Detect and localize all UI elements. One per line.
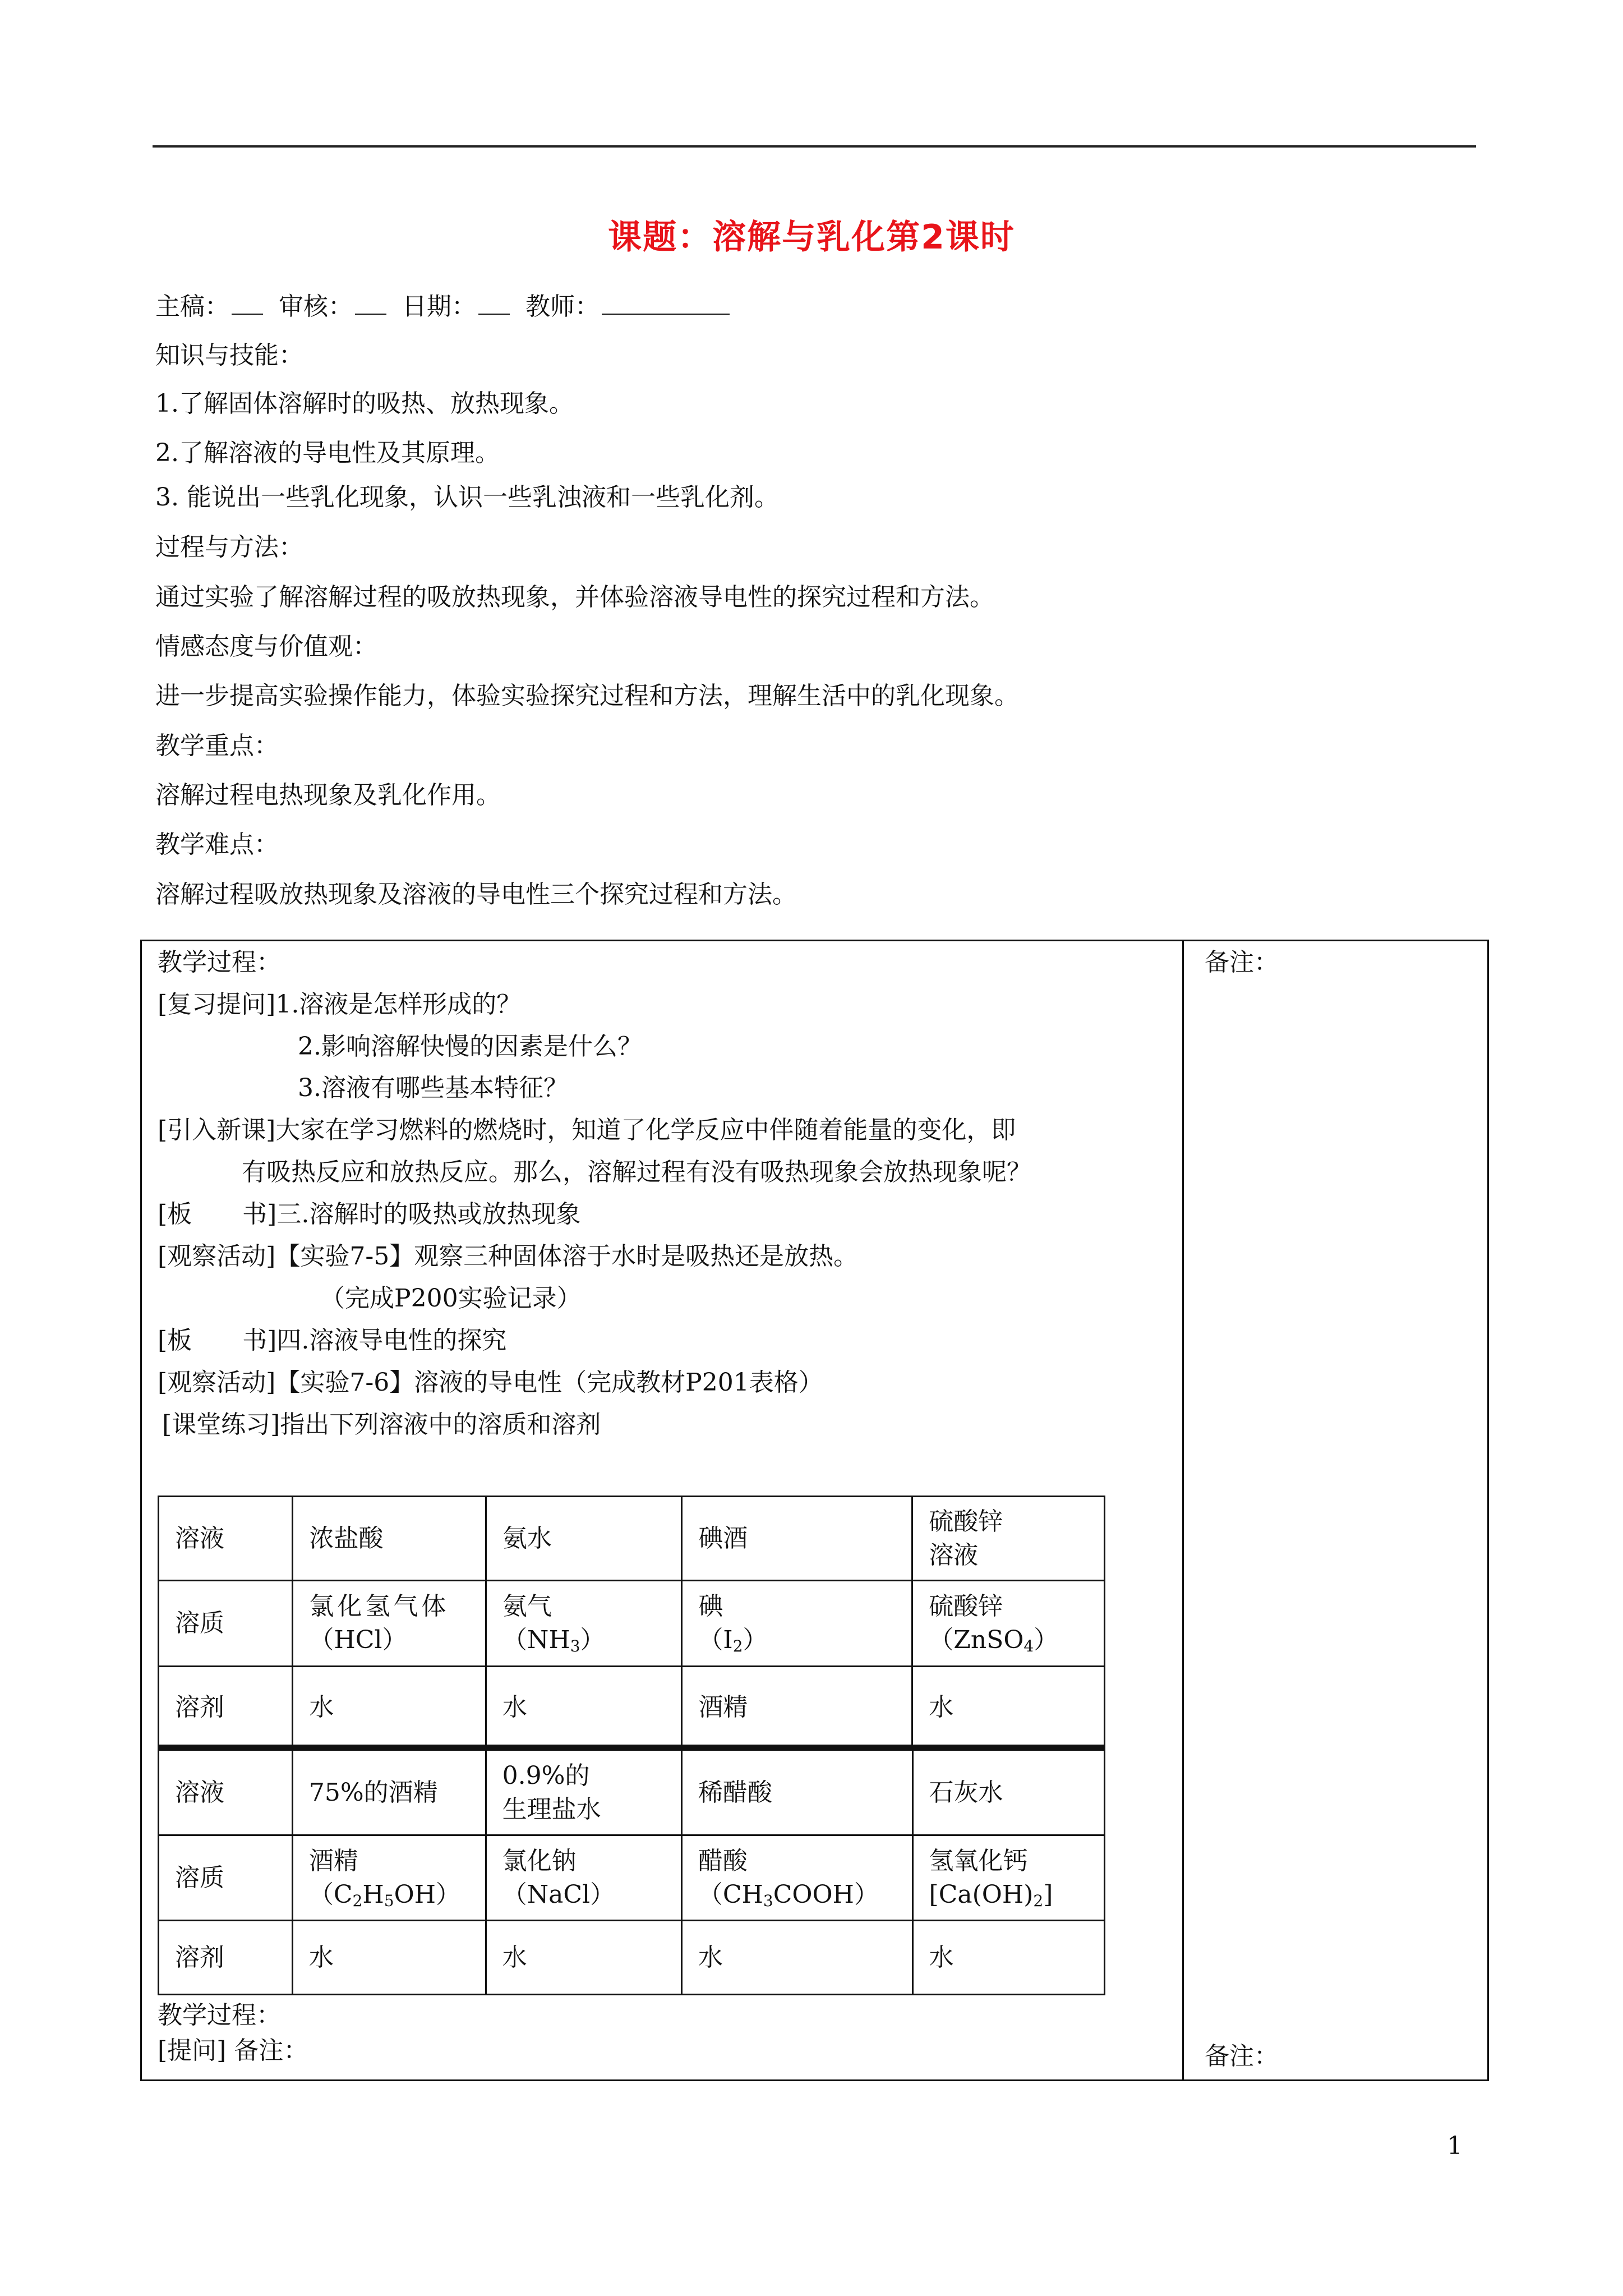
review-question-3: 3.溶液有哪些基本特征？ (298, 1074, 568, 1102)
table-cell: 碘 $(I_2)$ (682, 1581, 912, 1667)
table-cell: 碘酒 (682, 1497, 912, 1581)
table-cell: 硫酸锌 （ZnSO$_4$） (912, 1581, 1105, 1667)
row-label-solution: 溶液 (159, 1497, 293, 1581)
row-label-solute: 溶质 (159, 1835, 293, 1921)
intro-line-1: [引入新课]大家在学习燃料的燃烧时，知道了化学反应中伴随着能量的变化，即 (158, 1116, 1016, 1144)
header-rule (153, 145, 1476, 148)
table-cell: 硫酸锌 溶液 (912, 1497, 1105, 1581)
board-note-1 (158, 1198, 580, 1231)
knowledge-item-2: 2.了解溶液的导电性及其原理。 (155, 439, 500, 467)
date-blank (478, 289, 510, 315)
knowledge-item-1: 1.了解固体溶解时的吸热、放热现象。 (155, 389, 574, 418)
difficulty-heading: 教学难点： (155, 830, 279, 859)
knowledge-item-3: 3. 能说出一些乳化现象，认识一些乳浊液和一些乳化剂。 (155, 483, 779, 512)
lesson-process-box (140, 940, 1489, 2081)
row-label-solute: 溶质 (159, 1581, 293, 1667)
table-cell: 氢氧化钙 $[Ca(OH)_2]$ (912, 1835, 1104, 1921)
table-cell: 酒精 (682, 1667, 912, 1749)
review-question-1: [复习提问]1.溶液是怎样形成的？ (158, 990, 522, 1019)
observe-activity-1-note: （完成P200实验记录） (320, 1284, 582, 1313)
intro-line-2: 有吸热反应和放热反应。那么，溶解过程有没有吸热现象会放热现象呢？ (242, 1158, 1031, 1186)
editor-label: 主稿： (155, 292, 229, 321)
observe-activity-2: [观察活动]【实验7-6】溶液的导电性（完成教材P201表格） (158, 1368, 823, 1397)
table-cell: 水 (292, 1921, 486, 1995)
teacher-label: 教师： (525, 292, 600, 321)
table-row (159, 1667, 1105, 1749)
table-cell: 水 (681, 1921, 912, 1995)
class-exercise: [课堂练习]指出下列溶液中的溶质和溶剂 (162, 1410, 601, 1439)
table-cell: 醋酸 $(CH_3COOH)$ (681, 1835, 912, 1921)
table-cell: 氨水 (486, 1497, 681, 1581)
table-cell: 75%的酒精 (292, 1750, 486, 1835)
key-heading: 教学重点： (155, 731, 279, 760)
notes-label-top: 备注： (1205, 948, 1279, 977)
table-row (159, 1921, 1105, 1995)
editor-blank (232, 289, 263, 315)
solution-table-1 (158, 1496, 1105, 1749)
table-cell: 水 (912, 1921, 1104, 1995)
board-tag-1: [板 (158, 1200, 192, 1228)
emotion-text: 进一步提高实验操作能力，体验实验探究过程和方法，理解生活中的乳化现象。 (155, 682, 1019, 710)
table-cell: 稀醋酸 (681, 1750, 912, 1835)
table-row (159, 1750, 1105, 1835)
solution-table-2 (158, 1749, 1105, 1995)
difficulty-text: 溶解过程吸放热现象及溶液的导电性三个探究过程和方法。 (155, 880, 797, 909)
table-cell: 浓盐酸 (293, 1497, 486, 1581)
meta-line (155, 289, 737, 324)
table-cell: 水 (293, 1667, 486, 1749)
knowledge-heading: 知识与技能： (155, 341, 303, 370)
row-label-solvent: 溶剂 (159, 1667, 293, 1749)
table-cell: 酒精 $(C_2H_5OH)$ (292, 1835, 486, 1921)
reviewer-label: 审核： (279, 292, 353, 321)
process-heading-1: 教学过程： (158, 948, 281, 977)
board-text-2: 书]四.溶液导电性的探究 (242, 1326, 507, 1355)
notes-label-bottom: 备注： (1205, 2042, 1279, 2070)
table-cell: 石灰水 (912, 1750, 1104, 1835)
row-label-solution: 溶液 (159, 1750, 293, 1835)
page-number: 1 (1447, 2132, 1463, 2160)
observe-activity-1: [观察活动]【实验7-5】观察三种固体溶于水时是吸热还是放热。 (158, 1242, 859, 1271)
page-title: 课题：溶解与乳化第2课时 (608, 218, 1015, 257)
review-question-2: 2.影响溶解快慢的因素是什么？ (298, 1032, 642, 1061)
table-cell: 水 (912, 1667, 1105, 1749)
board-note-2 (158, 1324, 506, 1358)
reviewer-blank (355, 289, 386, 315)
table-row (159, 1497, 1105, 1581)
table-cell: 氯化氢气体 （HCl） (293, 1581, 486, 1667)
table-cell: 0.9%的 生理盐水 (486, 1750, 681, 1835)
board-tag-2: [板 (158, 1326, 192, 1355)
notes-column-divider (1182, 941, 1184, 2079)
process-heading: 过程与方法： (155, 533, 303, 562)
teacher-blank (602, 289, 730, 315)
emotion-heading: 情感态度与价值观： (155, 632, 377, 661)
row-label-solvent: 溶剂 (159, 1921, 293, 1995)
table-cell: 氨气 $(NH_3)$ (486, 1581, 681, 1667)
process-heading-2: 教学过程： (158, 2001, 281, 2030)
table-cell: 氯化钠 （NaCl） (486, 1835, 681, 1921)
board-text-1: 书]三.溶解时的吸热或放热现象 (242, 1200, 581, 1228)
key-text: 溶解过程电热现象及乳化作用。 (155, 781, 501, 809)
question-line: [提问] 备注： (158, 2036, 308, 2065)
table-cell: 水 (486, 1921, 681, 1995)
table-cell: 水 (486, 1667, 681, 1749)
table-row (159, 1835, 1105, 1921)
table-row (159, 1581, 1105, 1667)
date-label: 日期： (402, 292, 476, 321)
process-text: 通过实验了解溶解过程的吸放热现象，并体验溶液导电性的探究过程和方法。 (155, 583, 994, 611)
